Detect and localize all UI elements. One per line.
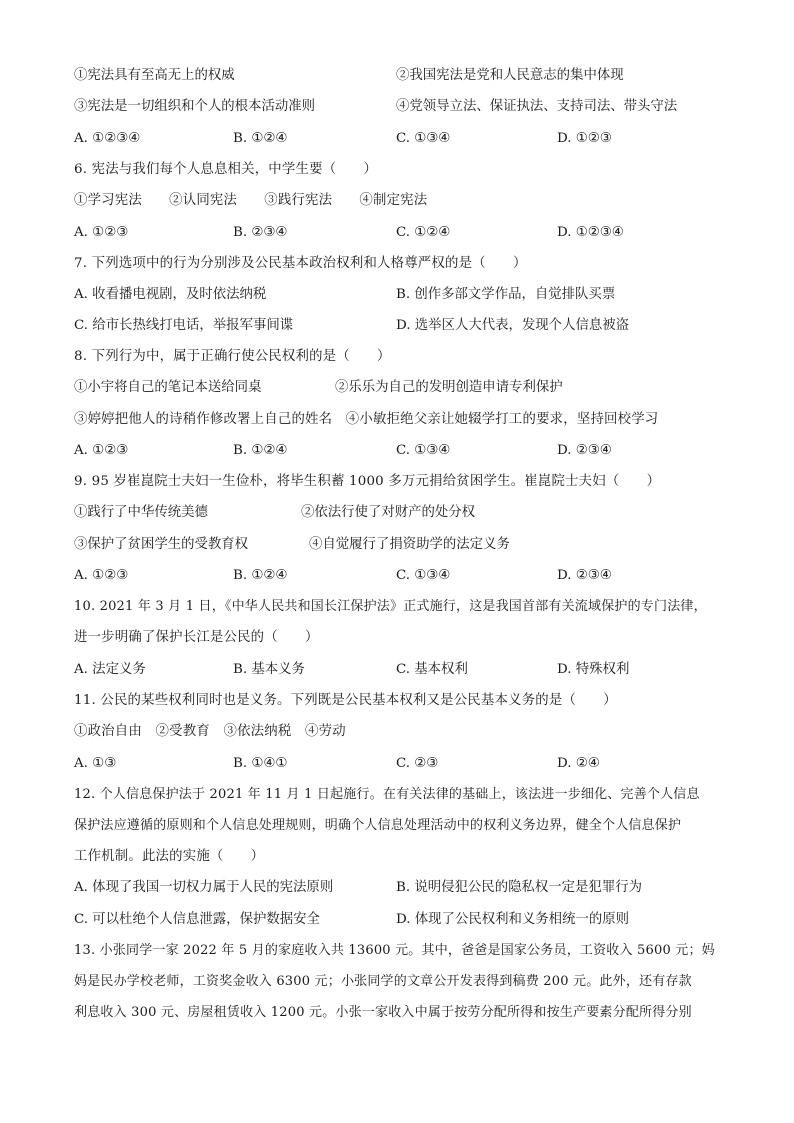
statement: ②我国宪法是党和人民意志的集中体现 bbox=[396, 68, 624, 83]
option-a[interactable]: A. ①②③ bbox=[74, 568, 129, 583]
statement: ①小宇将自己的笔记本送给同桌 bbox=[74, 380, 262, 395]
q9-stmt-row-1 bbox=[0, 504, 794, 522]
q12-options-row-1 bbox=[0, 879, 794, 897]
option-c[interactable]: C. ①②④ bbox=[396, 225, 451, 240]
q7-options-row-2 bbox=[0, 317, 794, 335]
q5-stmt-row-2 bbox=[0, 98, 794, 116]
question-stem: 9. 95 岁崔崑院士夫妇一生俭朴，将毕生积蓄 1000 多万元捐给贫困学生。崔崑院士夫妇（ ） bbox=[74, 474, 661, 489]
q12-options-row-2 bbox=[0, 911, 794, 929]
option-a[interactable]: A. 收看播电视剧，及时依法纳税 bbox=[74, 287, 267, 302]
question-stem-continued: 工作机制。此法的实施（ ） bbox=[74, 849, 265, 864]
option-b[interactable]: B. ①②④ bbox=[233, 568, 288, 583]
question-stem: 7. 下列选项中的行为分别涉及公民基本政治权利和人格尊严权的是（ ） bbox=[74, 256, 527, 271]
option-c[interactable]: C. 基本权利 bbox=[396, 662, 468, 677]
option-c[interactable]: C. 给市长热线打电话，举报军事间谍 bbox=[74, 318, 294, 333]
q5-options bbox=[0, 130, 794, 148]
option-d[interactable]: D. ②④ bbox=[557, 756, 600, 771]
q7-options-row-1 bbox=[0, 286, 794, 304]
option-a[interactable]: A. 法定义务 bbox=[74, 662, 146, 677]
option-a[interactable]: A. ①③ bbox=[74, 756, 117, 771]
statement: ①宪法具有至高无上的权威 bbox=[74, 68, 235, 83]
statement: ②依法行使了对财产的处分权 bbox=[301, 505, 476, 520]
q8-options bbox=[0, 442, 794, 460]
option-b[interactable]: B. ①④① bbox=[233, 756, 288, 771]
option-c[interactable]: C. ①③④ bbox=[396, 131, 451, 146]
option-c[interactable]: C. 可以杜绝个人信息泄露，保护数据安全 bbox=[74, 912, 320, 927]
option-a[interactable]: A. ①②③ bbox=[74, 225, 129, 240]
q11-options bbox=[0, 755, 794, 773]
question-stem: 8. 下列行为中，属于正确行使公民权利的是（ ） bbox=[74, 349, 391, 364]
q5-stmt-row-1 bbox=[0, 67, 794, 85]
statement-list: ①学习宪法 ②认同宪法 ③践行宪法 ④制定宪法 bbox=[74, 193, 428, 208]
option-a[interactable]: A. ①②③ bbox=[74, 443, 129, 458]
statement: ②乐乐为自己的发明创造申请专利保护 bbox=[335, 380, 563, 395]
question-stem: 13. 小张同学一家 2022 年 5 月的家庭收入共 13600 元。其中，爸爸是国家公务员，工资收入 5600 元；妈 bbox=[74, 943, 715, 958]
question-stem-continued: 利息收入 300 元、房屋租赁收入 1200 元。小张一家收入中属于按劳分配所得和按生产要素分配所得分别 bbox=[74, 1005, 692, 1020]
option-b[interactable]: B. ①②④ bbox=[233, 443, 288, 458]
option-a[interactable]: A. ①②③④ bbox=[74, 131, 141, 146]
option-a[interactable]: A. 体现了我国一切权力属于人民的宪法原则 bbox=[74, 880, 334, 895]
question-stem-continued: 进一步明确了保护长江是公民的（ ） bbox=[74, 630, 319, 645]
statement-list: ①政治自由 ②受教育 ③依法纳税 ④劳动 bbox=[74, 724, 346, 739]
statement: ④自觉履行了捐资助学的法定义务 bbox=[309, 537, 510, 552]
question-stem: 11. 公民的某些权利同时也是义务。下列既是公民基本权利又是公民基本义务的是（ ） bbox=[74, 693, 617, 708]
statement: ①践行了中华传统美德 bbox=[74, 505, 208, 520]
option-d[interactable]: D. 特殊权利 bbox=[557, 662, 630, 677]
option-d[interactable]: D. 选举区人大代表，发现个人信息被盗 bbox=[396, 318, 630, 333]
option-b[interactable]: B. 基本义务 bbox=[233, 662, 305, 677]
statement-list: ③婷婷把他人的诗稍作修改署上自己的姓名 ④小敏拒绝父亲让她辍学打工的要求，坚持回校学习 bbox=[74, 412, 659, 427]
statement: ④党领导立法、保证执法、支持司法、带头守法 bbox=[396, 99, 678, 114]
q8-stmt-row-1 bbox=[0, 379, 794, 397]
option-d[interactable]: D. ①②③④ bbox=[557, 225, 624, 240]
option-b[interactable]: B. ①②④ bbox=[233, 131, 288, 146]
q9-options bbox=[0, 567, 794, 585]
q10-options bbox=[0, 661, 794, 679]
question-stem: 6. 宪法与我们每个人息息相关，中学生要（ ） bbox=[74, 162, 378, 177]
statement: ③保护了贫困学生的受教育权 bbox=[74, 537, 249, 552]
option-d[interactable]: D. ②③④ bbox=[557, 443, 612, 458]
option-d[interactable]: D. ②③④ bbox=[557, 568, 612, 583]
option-c[interactable]: C. ①③④ bbox=[396, 568, 451, 583]
option-d[interactable]: D. ①②③ bbox=[557, 131, 612, 146]
question-stem: 10. 2021 年 3 月 1 日，《中华人民共和国长江保护法》正式施行，这是我国首部有关流域保护的专门法律， bbox=[74, 599, 707, 614]
question-stem: 12. 个人信息保护法于 2021 年 11 月 1 日起施行。在有关法律的基础上，该法进一步细化、完善个人信息 bbox=[74, 787, 700, 802]
question-stem-continued: 妈是民办学校老师，工资奖金收入 6300 元；小张同学的文章公开发表得到稿费 200 元。此外，还有存款 bbox=[74, 974, 692, 989]
option-c[interactable]: C. ①③④ bbox=[396, 443, 451, 458]
q9-stmt-row-2 bbox=[0, 536, 794, 554]
question-stem-continued: 保护法应遵循的原则和个人信息处理规则，明确个人信息处理活动中的权利义务边界，健全个人信息保护 bbox=[74, 818, 682, 833]
option-b[interactable]: B. ②③④ bbox=[233, 225, 288, 240]
q6-options bbox=[0, 224, 794, 242]
option-b[interactable]: B. 说明侵犯公民的隐私权一定是犯罪行为 bbox=[396, 880, 642, 895]
option-b[interactable]: B. 创作多部文学作品，自觉排队买票 bbox=[396, 287, 616, 302]
option-c[interactable]: C. ②③ bbox=[396, 756, 439, 771]
option-d[interactable]: D. 体现了公民权利和义务相统一的原则 bbox=[396, 912, 630, 927]
statement: ③宪法是一切组织和个人的根本活动准则 bbox=[74, 99, 316, 114]
